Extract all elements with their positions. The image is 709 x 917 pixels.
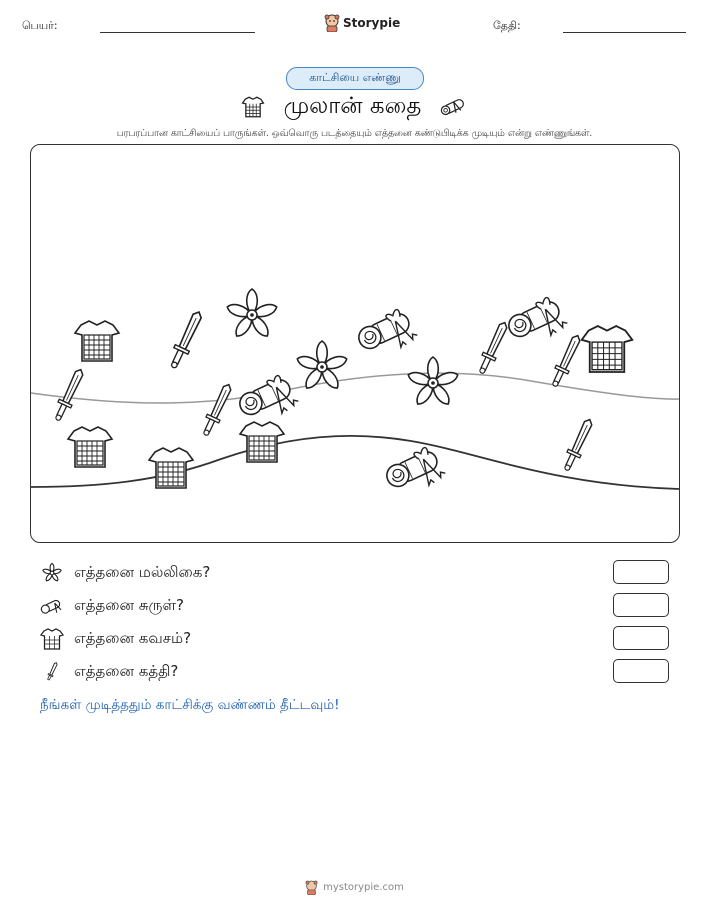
sword-item [475, 320, 511, 376]
scroll-item [504, 294, 569, 350]
sword-icon [40, 661, 64, 683]
date-field[interactable] [563, 32, 686, 33]
sword-item [199, 382, 235, 438]
question-text: எத்தனை சுருள்? [74, 596, 184, 614]
scroll-icon [40, 595, 64, 617]
storypie-mascot-icon [305, 880, 318, 895]
sword-item [166, 309, 206, 371]
closing-note: நீங்கள் முடித்ததும் காட்சிக்கு வண்ணம் தீட்டவும்! [40, 697, 340, 713]
flower-item [407, 357, 460, 407]
question-row-armor [40, 626, 680, 652]
flower-item [226, 289, 279, 339]
answer-box-flower[interactable] [613, 560, 669, 584]
title-row [0, 91, 709, 123]
scroll-item [235, 372, 300, 428]
instructions: பரபரப்பான காட்சியைப் பாருங்கள். ஒவ்வொரு படத்தையும் எத்தனை கண்டுபிடிக்க முடியும் என்று எண்ணுங்கள். [116, 128, 593, 139]
date-label: தேதி: [493, 19, 521, 32]
question-text: எத்தனை மல்லிகை? [74, 563, 211, 581]
question-text: எத்தனை கவசம்? [74, 629, 192, 647]
name-label: பெயர்: [22, 19, 58, 32]
answer-box-scroll[interactable] [613, 593, 669, 617]
storypie-logo [324, 14, 400, 32]
armor-item [149, 448, 193, 488]
worksheet-header [0, 14, 709, 38]
question-text: எத்தனை கத்தி? [74, 662, 179, 680]
brand-name: Storypie [343, 16, 401, 30]
sword-item [560, 417, 596, 473]
armor-icon [40, 628, 64, 650]
scroll-item [382, 444, 447, 500]
armor-item [240, 422, 284, 462]
scene-drawing [31, 145, 679, 542]
armor-item [582, 326, 633, 372]
flower-icon [40, 562, 64, 584]
scroll-icon [439, 95, 469, 119]
storypie-mascot-icon [324, 14, 340, 32]
activity-tag: காட்சியை எண்ணு [286, 67, 424, 90]
sword-item [548, 333, 584, 389]
sword-item [51, 367, 87, 423]
back-hill [31, 373, 679, 403]
armor-icon [240, 94, 266, 120]
question-row-flower [40, 560, 680, 586]
question-row-sword [40, 659, 680, 685]
name-field[interactable] [100, 32, 255, 33]
answer-box-armor[interactable] [613, 626, 669, 650]
question-row-scroll [40, 593, 680, 619]
armor-item [75, 321, 119, 361]
armor-item [68, 427, 112, 467]
footer [0, 880, 709, 895]
footer-site[interactable]: mystorypie.com [323, 882, 404, 893]
scroll-item [354, 306, 419, 362]
page-title: முலான் கதை [283, 92, 422, 119]
answer-box-sword[interactable] [613, 659, 669, 683]
counting-scene [30, 144, 680, 543]
